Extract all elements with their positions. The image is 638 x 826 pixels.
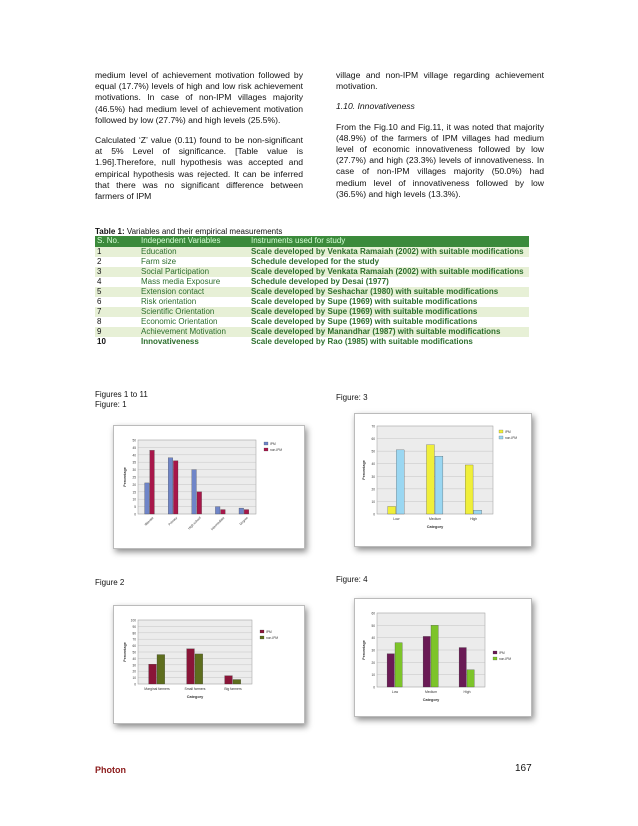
x-tick-label: Low	[391, 690, 399, 694]
y-tick-label: 60	[132, 644, 136, 649]
y-tick-label: 70	[371, 424, 375, 429]
y-tick-label: 50	[371, 449, 375, 454]
y-tick-label: 10	[132, 676, 136, 681]
bar-ipm-2	[225, 676, 233, 684]
table-row	[95, 317, 529, 327]
figure-2-chart	[113, 605, 305, 724]
bar-ipm-1	[423, 636, 430, 687]
cell-instrument: Scale developed by Seshachar (1980) with suitable modifications	[249, 287, 529, 297]
cell-instrument: Scale developed by Supe (1969) with suitable modifications	[249, 297, 529, 307]
y-tick-label: 60	[371, 611, 375, 616]
bar-ipm-3	[215, 507, 220, 514]
cell-sno: 6	[95, 297, 139, 307]
y-tick-label: 70	[132, 637, 136, 642]
legend-swatch	[260, 636, 264, 639]
bar-nonipm-2	[474, 510, 482, 514]
table-row	[95, 297, 529, 307]
figure-1-chart	[113, 425, 305, 549]
cell-variable: Economic Orientation	[139, 317, 249, 327]
y-tick-label: 80	[132, 631, 136, 636]
right-paragraph-1: village and non-IPM village regarding achievement motivation.	[336, 70, 544, 92]
x-tick-label: Medium	[428, 517, 442, 521]
legend-entry: non-IPM	[499, 656, 512, 661]
figures-range-caption: Figures 1 to 11	[95, 390, 148, 399]
cell-instrument: Scale developed by Venkata Ramaiah (2002) with suitable modifications	[249, 267, 529, 277]
y-tick-label: 20	[371, 660, 375, 665]
y-tick-label: 50	[132, 438, 136, 443]
y-axis-label: Percentage	[123, 642, 127, 662]
x-tick-label: High school	[187, 515, 202, 531]
figure-4-caption: Figure: 4	[336, 575, 368, 584]
table-caption-label: Table 1:	[95, 227, 125, 236]
table-row	[95, 307, 529, 317]
y-tick-label: 15	[132, 490, 136, 495]
section-heading-innovativeness: 1.10. Innovativeness	[336, 101, 415, 112]
bar-ipm-1	[187, 649, 195, 684]
cell-sno: 1	[95, 247, 139, 257]
legend-swatch	[264, 448, 268, 451]
cell-variable: Risk orientation	[139, 297, 249, 307]
bar-nonipm-2	[467, 670, 474, 687]
left-text-column	[95, 70, 303, 211]
cell-variable: Mass media Exposure	[139, 277, 249, 287]
y-axis-label: Percentage	[362, 640, 366, 660]
y-tick-label: 40	[371, 636, 375, 641]
bar-nonipm-1	[173, 461, 178, 514]
y-tick-label: 100	[130, 618, 136, 623]
figure-3-chart	[354, 413, 532, 547]
figure-4-chart	[354, 598, 532, 717]
cell-sno: 9	[95, 327, 139, 337]
cell-variable: Achievement Motivation	[139, 327, 249, 337]
variables-table	[95, 236, 529, 347]
bar-nonipm-1	[431, 625, 438, 687]
cell-sno: 10	[95, 337, 139, 347]
x-tick-label: Low	[393, 517, 400, 521]
bar-ipm-1	[168, 458, 173, 514]
cell-variable: Scientific Orientation	[139, 307, 249, 317]
y-tick-label: 50	[132, 650, 136, 655]
legend-swatch	[499, 430, 503, 433]
legend-entry: non-IPM	[270, 447, 283, 452]
figure-3-caption: Figure: 3	[336, 393, 368, 402]
journal-logo: Photon	[95, 765, 126, 775]
x-axis-label: Category	[422, 698, 440, 702]
y-tick-label: 30	[371, 648, 375, 653]
y-tick-label: 40	[371, 462, 375, 467]
y-tick-label: 20	[371, 487, 375, 492]
y-tick-label: 90	[132, 624, 136, 629]
y-tick-label: 40	[132, 453, 136, 458]
cell-instrument: Scale developed by Venkata Ramaiah (2002) with suitable modifications	[249, 247, 529, 257]
y-tick-label: 45	[132, 445, 136, 450]
legend-swatch	[499, 436, 503, 439]
y-tick-label: 10	[132, 497, 136, 502]
table-row	[95, 257, 529, 267]
header-variables: Independent Variables	[139, 236, 249, 247]
header-instruments: Instruments used for study	[249, 236, 529, 247]
legend-entry: IPM	[505, 429, 511, 434]
cell-instrument: Scale developed by Supe (1969) with suitable modifications	[249, 307, 529, 317]
bar-nonipm-1	[195, 654, 203, 684]
bar-ipm-0	[387, 654, 394, 687]
y-tick-label: 50	[371, 623, 375, 628]
x-tick-label: Marginal farmers	[144, 687, 170, 691]
x-tick-label: Primary	[167, 515, 179, 527]
legend-entry: IPM	[270, 441, 276, 446]
y-tick-label: 10	[371, 499, 375, 504]
bar-ipm-0	[388, 506, 396, 514]
y-tick-label: 20	[132, 482, 136, 487]
cell-variable: Innovativeness	[139, 337, 249, 347]
left-paragraph-2: Calculated ‘Z’ value (0.11) found to be non-significant at 5% Level of significance. [Table value is 1.96].Therefore, null hypothesis was accepted and empirical hypothesis was rejected. It can be inferred that there was no significant difference between farmers of IPM	[95, 135, 303, 202]
figure-1-svg	[114, 426, 304, 548]
bar-nonipm-2	[197, 492, 202, 514]
cell-sno: 8	[95, 317, 139, 327]
y-tick-label: 35	[132, 460, 136, 465]
legend-swatch	[493, 651, 497, 654]
cell-sno: 3	[95, 267, 139, 277]
cell-instrument: Scale developed by Rao (1985) with suitable modifications	[249, 337, 529, 347]
y-tick-label: 0	[134, 512, 136, 517]
right-paragraph-2: From the Fig.10 and Fig.11, it was noted that majority (48.9%) of the farmers of IPM villages had medium level of economic innovativeness followed by low (27.7%) and high (23.3%) levels of innovativeness. In case of non-IPM villages majority (50.0%) had medium level of innovativeness followed by low (36.5%) and high levels (13.3%).	[336, 121, 544, 199]
x-tick-label: Big farmers	[224, 687, 242, 691]
x-tick-label: Intermediate	[209, 515, 226, 532]
x-tick-label: Illiterate	[143, 515, 155, 527]
bar-ipm-4	[239, 508, 244, 514]
cell-variable: Farm size	[139, 257, 249, 267]
y-tick-label: 40	[132, 656, 136, 661]
legend-swatch	[260, 630, 264, 633]
bar-nonipm-3	[221, 510, 226, 514]
cell-sno: 5	[95, 287, 139, 297]
bar-nonipm-0	[396, 450, 404, 514]
table-row	[95, 327, 529, 337]
x-tick-label: Medium	[424, 690, 438, 694]
y-tick-label: 0	[373, 685, 375, 690]
legend-entry: IPM	[499, 650, 505, 655]
x-axis-label: Category	[186, 695, 204, 699]
cell-instrument: Schedule developed by Desai (1977)	[249, 277, 529, 287]
cell-sno: 2	[95, 257, 139, 267]
bar-nonipm-2	[233, 680, 241, 684]
figure-4-svg	[355, 599, 531, 716]
table-row	[95, 287, 529, 297]
y-tick-label: 25	[132, 475, 136, 480]
x-tick-label: High	[470, 517, 478, 521]
cell-instrument: Scale developed by Manandhar (1987) with suitable modifications	[249, 327, 529, 337]
cell-variable: Extension contact	[139, 287, 249, 297]
bar-nonipm-0	[150, 450, 155, 514]
cell-variable: Education	[139, 247, 249, 257]
bar-ipm-2	[192, 470, 197, 514]
y-axis-label: Percentage	[362, 460, 366, 480]
x-tick-label: High	[463, 690, 471, 694]
table-caption	[95, 227, 282, 236]
x-tick-label: Degree	[238, 515, 249, 527]
figure-2-caption: Figure 2	[95, 578, 125, 587]
table-header-row	[95, 236, 529, 247]
bar-nonipm-4	[244, 510, 249, 514]
figure-1-caption: Figure: 1	[95, 400, 127, 409]
table-row	[95, 267, 529, 277]
table-row	[95, 247, 529, 257]
bar-ipm-0	[145, 483, 150, 514]
header-sno: S. No.	[95, 236, 139, 247]
table-row	[95, 277, 529, 287]
cell-sno: 4	[95, 277, 139, 287]
y-tick-label: 30	[371, 474, 375, 479]
y-tick-label: 10	[371, 673, 375, 678]
left-paragraph-1: medium level of achievement motivation followed by equal (17.7%) levels of high and low risk achievement motivations. In case of non-IPM villages majority (46.5%) had medium level of achievement motivation followed by low (27.7%) and high levels (25.5%).	[95, 70, 303, 125]
bar-ipm-2	[459, 648, 466, 687]
y-tick-label: 0	[134, 682, 136, 687]
cell-variable: Social Participation	[139, 267, 249, 277]
bar-nonipm-1	[435, 456, 443, 514]
y-axis-label: Percentage	[123, 467, 127, 487]
figure-2-svg	[114, 606, 304, 723]
y-tick-label: 0	[373, 512, 375, 517]
table-row	[95, 337, 529, 347]
legend-swatch	[264, 442, 268, 445]
figure-3-svg	[355, 414, 531, 546]
legend-entry: non-IPM	[505, 435, 518, 440]
x-tick-label: Small farmers	[184, 687, 206, 691]
x-axis-label: Category	[426, 525, 444, 529]
bar-ipm-2	[465, 465, 473, 514]
y-tick-label: 30	[132, 468, 136, 473]
y-tick-label: 60	[371, 437, 375, 442]
y-tick-label: 5	[134, 505, 136, 510]
y-tick-label: 30	[132, 663, 136, 668]
legend-entry: IPM	[266, 629, 272, 634]
page-number: 167	[515, 763, 532, 774]
y-tick-label: 20	[132, 669, 136, 674]
cell-instrument: Scale developed by Supe (1969) with suitable modifications	[249, 317, 529, 327]
cell-instrument: Schedule developed for the study	[249, 257, 529, 267]
bar-nonipm-0	[157, 655, 165, 684]
cell-sno: 7	[95, 307, 139, 317]
legend-swatch	[493, 657, 497, 660]
table-caption-text: Variables and their empirical measurements	[124, 227, 283, 236]
bar-nonipm-0	[395, 643, 402, 687]
right-text-column	[336, 70, 544, 209]
bar-ipm-0	[149, 664, 157, 684]
bar-ipm-1	[426, 445, 434, 514]
legend-entry: non-IPM	[266, 635, 279, 640]
